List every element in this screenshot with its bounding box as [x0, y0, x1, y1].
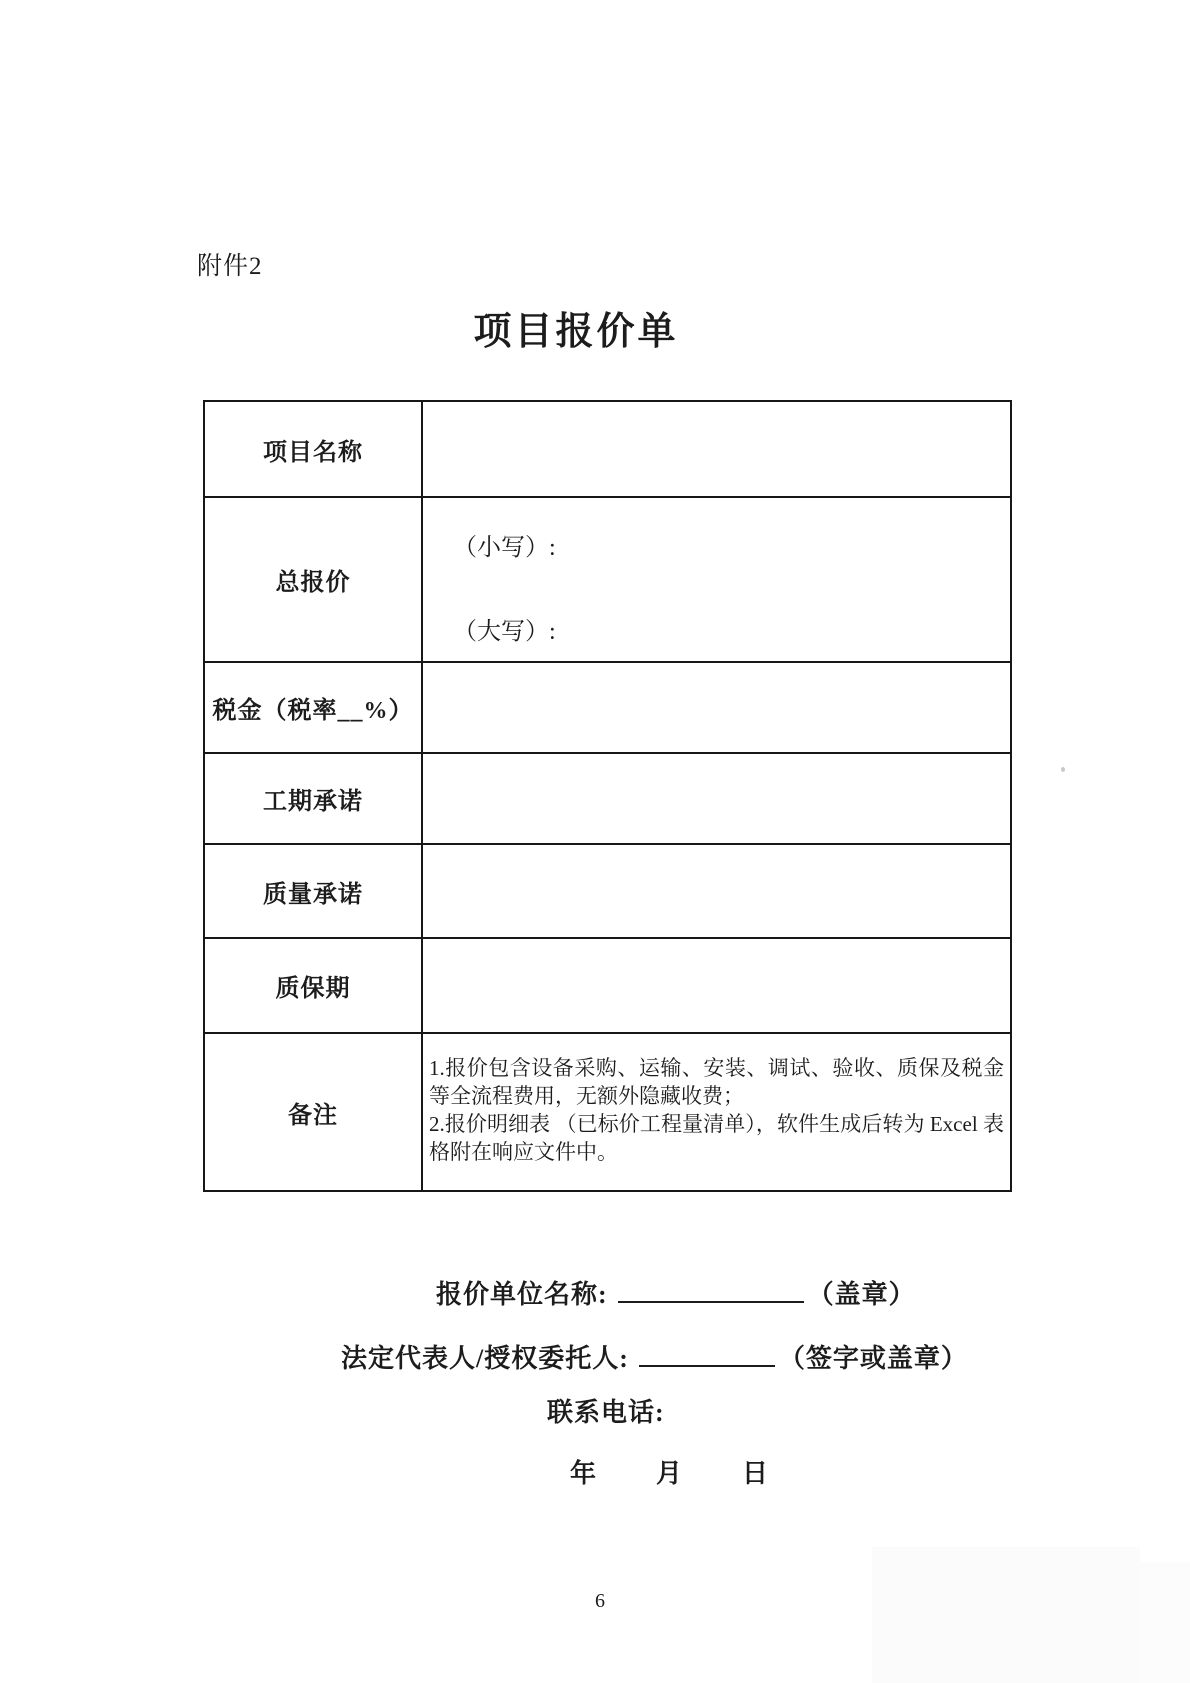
date-month-label: 月 — [656, 1459, 683, 1488]
row-label: 总报价 — [205, 498, 423, 661]
quotation-table — [203, 400, 1012, 1192]
company-fill-blank — [618, 1277, 804, 1303]
table-row-schedule-commitment — [205, 752, 1010, 843]
legal-rep-label: 法定代表人/授权委托人: — [341, 1344, 629, 1373]
table-row-total-quote — [205, 496, 1010, 661]
row-value-amounts — [423, 498, 1010, 661]
date-line — [570, 1453, 768, 1490]
table-row-quality-commitment — [205, 843, 1010, 937]
row-label: 质保期 — [205, 939, 423, 1032]
scan-artifact-dot — [1061, 767, 1065, 772]
table-row-warranty-period — [205, 937, 1010, 1032]
legal-rep-signature-line — [341, 1338, 968, 1375]
row-value-empty — [423, 754, 1010, 843]
row-value-empty — [423, 939, 1010, 1032]
table-row-remarks — [205, 1032, 1010, 1190]
page-title: 项目报价单 — [473, 311, 679, 353]
scan-watermark-block — [1138, 1562, 1190, 1683]
table-row-project-name — [205, 402, 1010, 496]
remarks-note-2: 2.报价明细表 （已标价工程量清单），软件生成后转为 Excel 表格附在响应文件中。 — [429, 1112, 1004, 1164]
company-label: 报价单位名称: — [436, 1280, 608, 1309]
legal-rep-fill-blank — [639, 1341, 775, 1367]
row-label: 项目名称 — [205, 402, 423, 496]
company-signature-line — [436, 1274, 916, 1311]
attachment-label: 附件2 — [197, 253, 263, 280]
row-value-empty — [423, 845, 1010, 937]
scan-watermark-block — [872, 1547, 1140, 1683]
amount-lowercase-label: （小写）: — [453, 535, 556, 561]
phone-label: 联系电话: — [547, 1398, 665, 1427]
remarks-note-1: 1.报价包含设备采购、运输、安装、调试、验收、质保及税金等全流程费用，无额外隐藏收费； — [429, 1056, 1004, 1108]
date-day-label: 日 — [742, 1459, 769, 1488]
row-label: 税金（税率__%） — [205, 663, 423, 752]
row-label: 质量承诺 — [205, 845, 423, 937]
date-year-label: 年 — [570, 1459, 597, 1488]
legal-rep-seal-label: （签字或盖章） — [778, 1344, 968, 1373]
amount-uppercase-label: （大写）: — [453, 619, 556, 645]
row-value-notes — [423, 1034, 1010, 1190]
page-number: 6 — [595, 1590, 605, 1612]
table-row-tax — [205, 661, 1010, 752]
row-label: 工期承诺 — [205, 754, 423, 843]
row-label: 备注 — [205, 1034, 423, 1190]
company-seal-label: （盖章） — [807, 1280, 916, 1309]
row-value-empty — [423, 663, 1010, 752]
row-value-empty — [423, 402, 1010, 496]
